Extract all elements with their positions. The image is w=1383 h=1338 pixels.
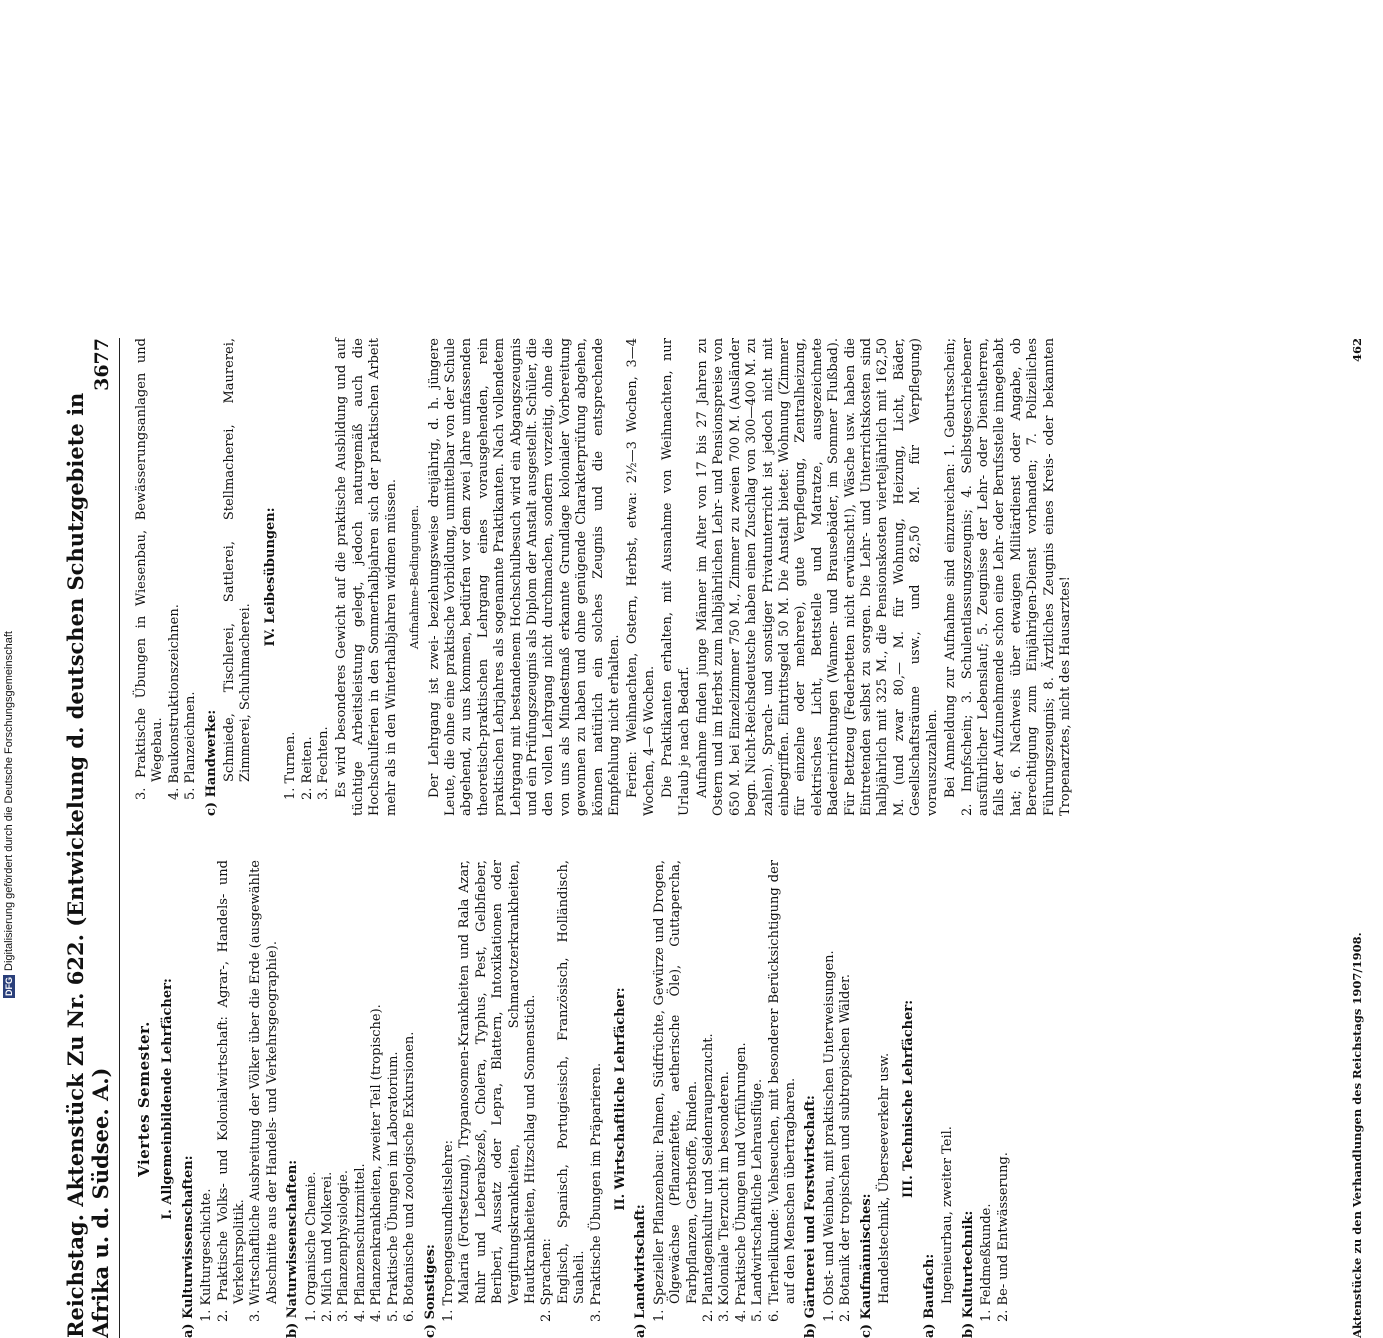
list-item: 1. Kulturgeschichte. xyxy=(199,1188,215,1322)
paragraph: Aufnahme finden junge Männer im Alter von 17 bis 27 Jahren zu Ostern und im Herbst zum halbjährlichen Lehr- und Pensionspreise von 650 M. bei Einzelzimmer 750 M., Zimmer zu zweien 700 M. (Ausländer begn. Nicht-Reichsdeutsche haben einen Zuschlag von 300—400 M. zu zahlen). Sprach- und sonstiger Privatunterricht ist jedoch nicht mit einbegriffen. Eintrittsgeld 50 M. Die Anstalt bietet: Wohnung (Zimmer für einzelne oder mehrere), gute Verpflegung, Zentralheizung, elektrisches Licht, Bettstelle und Matratze, ausgezeichnete Badeeinrichtungen (Wannen- und Brausebäder, im Sommer Flußbad). Für Bettzeug (Federbetten nicht erwünscht!), Wäsche usw. haben die Eintretenden selbst zu sorgen. Die Lehr- und Unterrichtskosten sind halbjährlich mit 325 M., die Pensionskosten vierteljährlich mit 162,50 M. (und zwar 80,— M. für Wohnung, Heizung, Licht, Bäder, Gesellschaftsräume usw., und 82,50 M. für Verpflegung) vorauszuzahlen. xyxy=(695,338,940,816)
list-item: 5. Landwirtschaftliche Lehrausflüge. xyxy=(750,1078,766,1322)
list-item: 3. Fechten. xyxy=(316,726,332,800)
list-item-text: Handelstechnik, Überseeverkehr usw. xyxy=(877,1052,893,1304)
page-header xyxy=(60,338,120,1338)
list-item: 3. Wirtschaftliche Ausbreitung der Völker über die Erde (ausgewählte Abschnitte aus der Handels- und Verkehrsgeographie). xyxy=(248,860,280,1322)
dfg-logo: DFG xyxy=(4,977,14,996)
list-item: 4. Praktische Übungen und Vorführungen. xyxy=(733,1042,749,1322)
subsection-label: c) Handwerke: xyxy=(203,709,219,816)
list-item: 2. Reiten. xyxy=(299,736,315,800)
list-item: 3. Praktische Übungen in Wiesenbau, Bewässerungsanlagen und Wegebau. xyxy=(134,338,166,800)
list-item: 4. Baukonstruktionszeichnen. xyxy=(166,604,182,800)
paragraph: Die Praktikanten erhalten, mit Ausnahme von Weihnachten, nur Urlaub je nach Bedarf. xyxy=(660,338,692,816)
list-item: 1. Spezieller Pflanzenbau: Palmen, Südfrüchte, Gewürze und Drogen, Ölgewächse (Pflanzenfette, aetherische Öle), Guttapercha, Farbpflanzen, Gerbstoffe, Rinden. xyxy=(651,860,700,1322)
list-item: 5. Praktische Übungen im Laboratorium. xyxy=(385,1051,401,1322)
footer-number: 462 xyxy=(1350,338,1364,363)
left-column xyxy=(134,860,1012,1338)
list-item-text: Ingenieurbau, zweiter Teil. xyxy=(940,1126,956,1304)
list-item: 2. Be- und Entwässerung. xyxy=(995,1152,1011,1322)
list-item-text: Malaria (Fortsetzung), Trypanosomen-Krankheiten und Rala Azar, Ruhr und Leberabszeß, Cholera, Typhus, Pest, Gelbfieber, Beriberi, Aussatz oder Lepra, Blattern, Intoxikationen oder Vergiftungskrankheiten, Schmarotzerkrankheiten, Hautkrankheiten, Hitzschlag und Sonnenstich. xyxy=(457,860,538,1304)
subsection-label: b) Gärtnerei und Forstwirtschaft: xyxy=(803,1095,819,1338)
header-page-number: 3677 xyxy=(91,338,113,391)
section-title: II. Wirtschaftliche Lehrfächer: xyxy=(612,987,628,1211)
list-item: 2. Plantagenkultur und Seidenraupenzucht. xyxy=(701,1033,716,1322)
list-item: 3. Pflanzenphysiologie. xyxy=(336,1170,352,1322)
section-title: III. Technische Lehrfächer: xyxy=(901,1000,917,1199)
subsection-label: a) Landwirtschaft: xyxy=(633,1204,649,1338)
list-item: 2. Sprachen: xyxy=(539,1238,555,1322)
right-column xyxy=(134,338,1076,816)
list-item: 2. Milch und Molkerei. xyxy=(320,1171,336,1322)
list-item: 2. Praktische Volks- und Kolonialwirtschaft: Agrar-, Handels- und Verkehrspolitik. xyxy=(215,860,248,1322)
list-item: 1. Turnen. xyxy=(283,731,299,800)
holidays-line: Ferien: Weihnachten, Ostern, Herbst, etwa: 2½—3 Wochen, 3—4 Wochen, 4—6 Wochen. xyxy=(625,338,657,816)
list-item: 3. Koloniale Tierzucht im besonderen. xyxy=(717,1071,733,1322)
section-title: IV. Leibesübungen: xyxy=(262,507,278,647)
semester-title: Viertes Semester. xyxy=(135,1021,153,1177)
list-item: 6. Botanische und zoologische Exkursionen. xyxy=(402,1031,418,1322)
page-footer xyxy=(1350,338,1364,1338)
list-item: 6. Tierheilkunde: Viehseuchen, mit besonderer Berücksichtigung der auf den Menschen übertragbaren. xyxy=(766,860,799,1322)
list-item: 4. Pflanzenschutzmittel. xyxy=(352,1163,368,1322)
digitization-caption xyxy=(1,8,17,998)
section-title: I. Allgemeinbildende Lehrfächer: xyxy=(160,978,176,1220)
list-item: 1. Feldmeßkunde. xyxy=(979,1203,995,1322)
list-item: 5. Planzeichnen. xyxy=(183,691,199,800)
subsection-label: a) Kulturwissenschaften: xyxy=(180,1155,196,1338)
subsection-label: b) Naturwissenschaften: xyxy=(285,1159,301,1338)
paragraph: Bei Anmeldung zur Aufnahme sind einzureichen: 1. Geburtsschein; 2. Impfschein; 3. Schulentlassungszeugnis; 4. Selbstgeschriebener ausführlicher Lebenslauf; 5. Zeugnisse der Lehr- oder Dienstherren, falls der Aufzunehmende schon eine Lehr- oder Berufsstelle innegehabt hat; 6. Nachweis über etwaigen Militärdienst oder Angabe, ob Berechtigung zum Einjährigen-Dienst vorhanden; 7. Polizeiliches Führungszeugnis; 8. Ärztliches Zeugnis eines Kreis- oder bekannten Tropenarztes, nicht des Hausarztes! xyxy=(943,338,1073,816)
subsection-label: c) Kaufmännisches: xyxy=(858,1193,874,1338)
list-item: 1. Organische Chemie. xyxy=(303,1171,319,1322)
subsection-label: a) Baufach: xyxy=(921,1253,937,1338)
list-item: 2. Botanik der tropischen und subtropischen Wälder. xyxy=(838,974,854,1322)
footer-source: Aktenstücke zu den Verhandlungen des Reichstags 1907/1908. xyxy=(1350,932,1364,1338)
list-item: 1. Tropengesundheitslehre: xyxy=(440,1139,456,1322)
paragraph: Es wird besonderes Gewicht auf die praktische Ausbildung und auf tüchtige Arbeitsleistung gelegt, jedoch naturgemäß auch die Hochschulferien in den Sommerhalbjahren sich der praktischen Arbeit mehr als in den Winterhalbjahren widmen müssen. xyxy=(334,338,399,816)
subsection-label: c) Sonstiges: xyxy=(422,1244,438,1338)
list-item: 4. Pflanzenkrankheiten, zweiter Teil (tropische). xyxy=(369,1004,385,1322)
rotated-page xyxy=(60,338,1383,1338)
conditions-title: Aufnahme-Bedingungen. xyxy=(407,504,422,650)
subsection-label: b) Kulturtechnik: xyxy=(960,1210,976,1338)
header-title: Reichstag. Aktenstück Zu Nr. 622. (Entwickelung d. deutschen Schutzgebiete in Afrika u. d. Südsee. A.) xyxy=(63,392,113,1338)
digitization-text: Digitalisierung gefördert durch die Deutsche Forschungsgemeinschaft xyxy=(3,631,15,971)
paragraph: Der Lehrgang ist zwei- beziehungsweise dreijährig, d. h. jüngere Leute, die ohne eine praktische Vorbildung, unmittelbar von der Schule abgehend, zu uns kommen, bedürfen vor dem zwei Jahre umfassenden theoretisch-praktischen Lehrgang eines vorausgehenden, rein praktischen Lehrjahres als sogenannte Praktikanten. Nach vollendetem Lehrgang mit bestandenem Hochschulbesuch wird ein Abgangszeugnis und ein Prüfungszeugnis als Diplom der Anstalt ausgestellt. Schüler, die den vollen Lehrgang nicht durchmachen, sondern vorzeitig, ohne die von uns als Mindestmaß erkannte Grundlage kolonialer Vorbereitung gewonnen zu haben und ohne genügende Charakterprüfung abgehen, können natürlich ein solches Zeugnis und die entsprechende Empfehlung nicht erhalten. xyxy=(426,338,622,816)
list-item-text: Englisch, Spanisch, Portugiesisch, Französisch, Holländisch, Suaheli. xyxy=(555,860,588,1304)
list-item-text: Schmiede, Tischlerei, Sattlerei, Stellmacherei, Maurerei, Zimmerei, Schuhmacherei. xyxy=(222,338,254,782)
list-item: 1. Obst- und Weinbau, mit praktischen Unterweisungen. xyxy=(821,950,837,1322)
list-item: 3. Praktische Übungen im Präparieren. xyxy=(588,1062,604,1322)
subsection xyxy=(181,860,197,1338)
